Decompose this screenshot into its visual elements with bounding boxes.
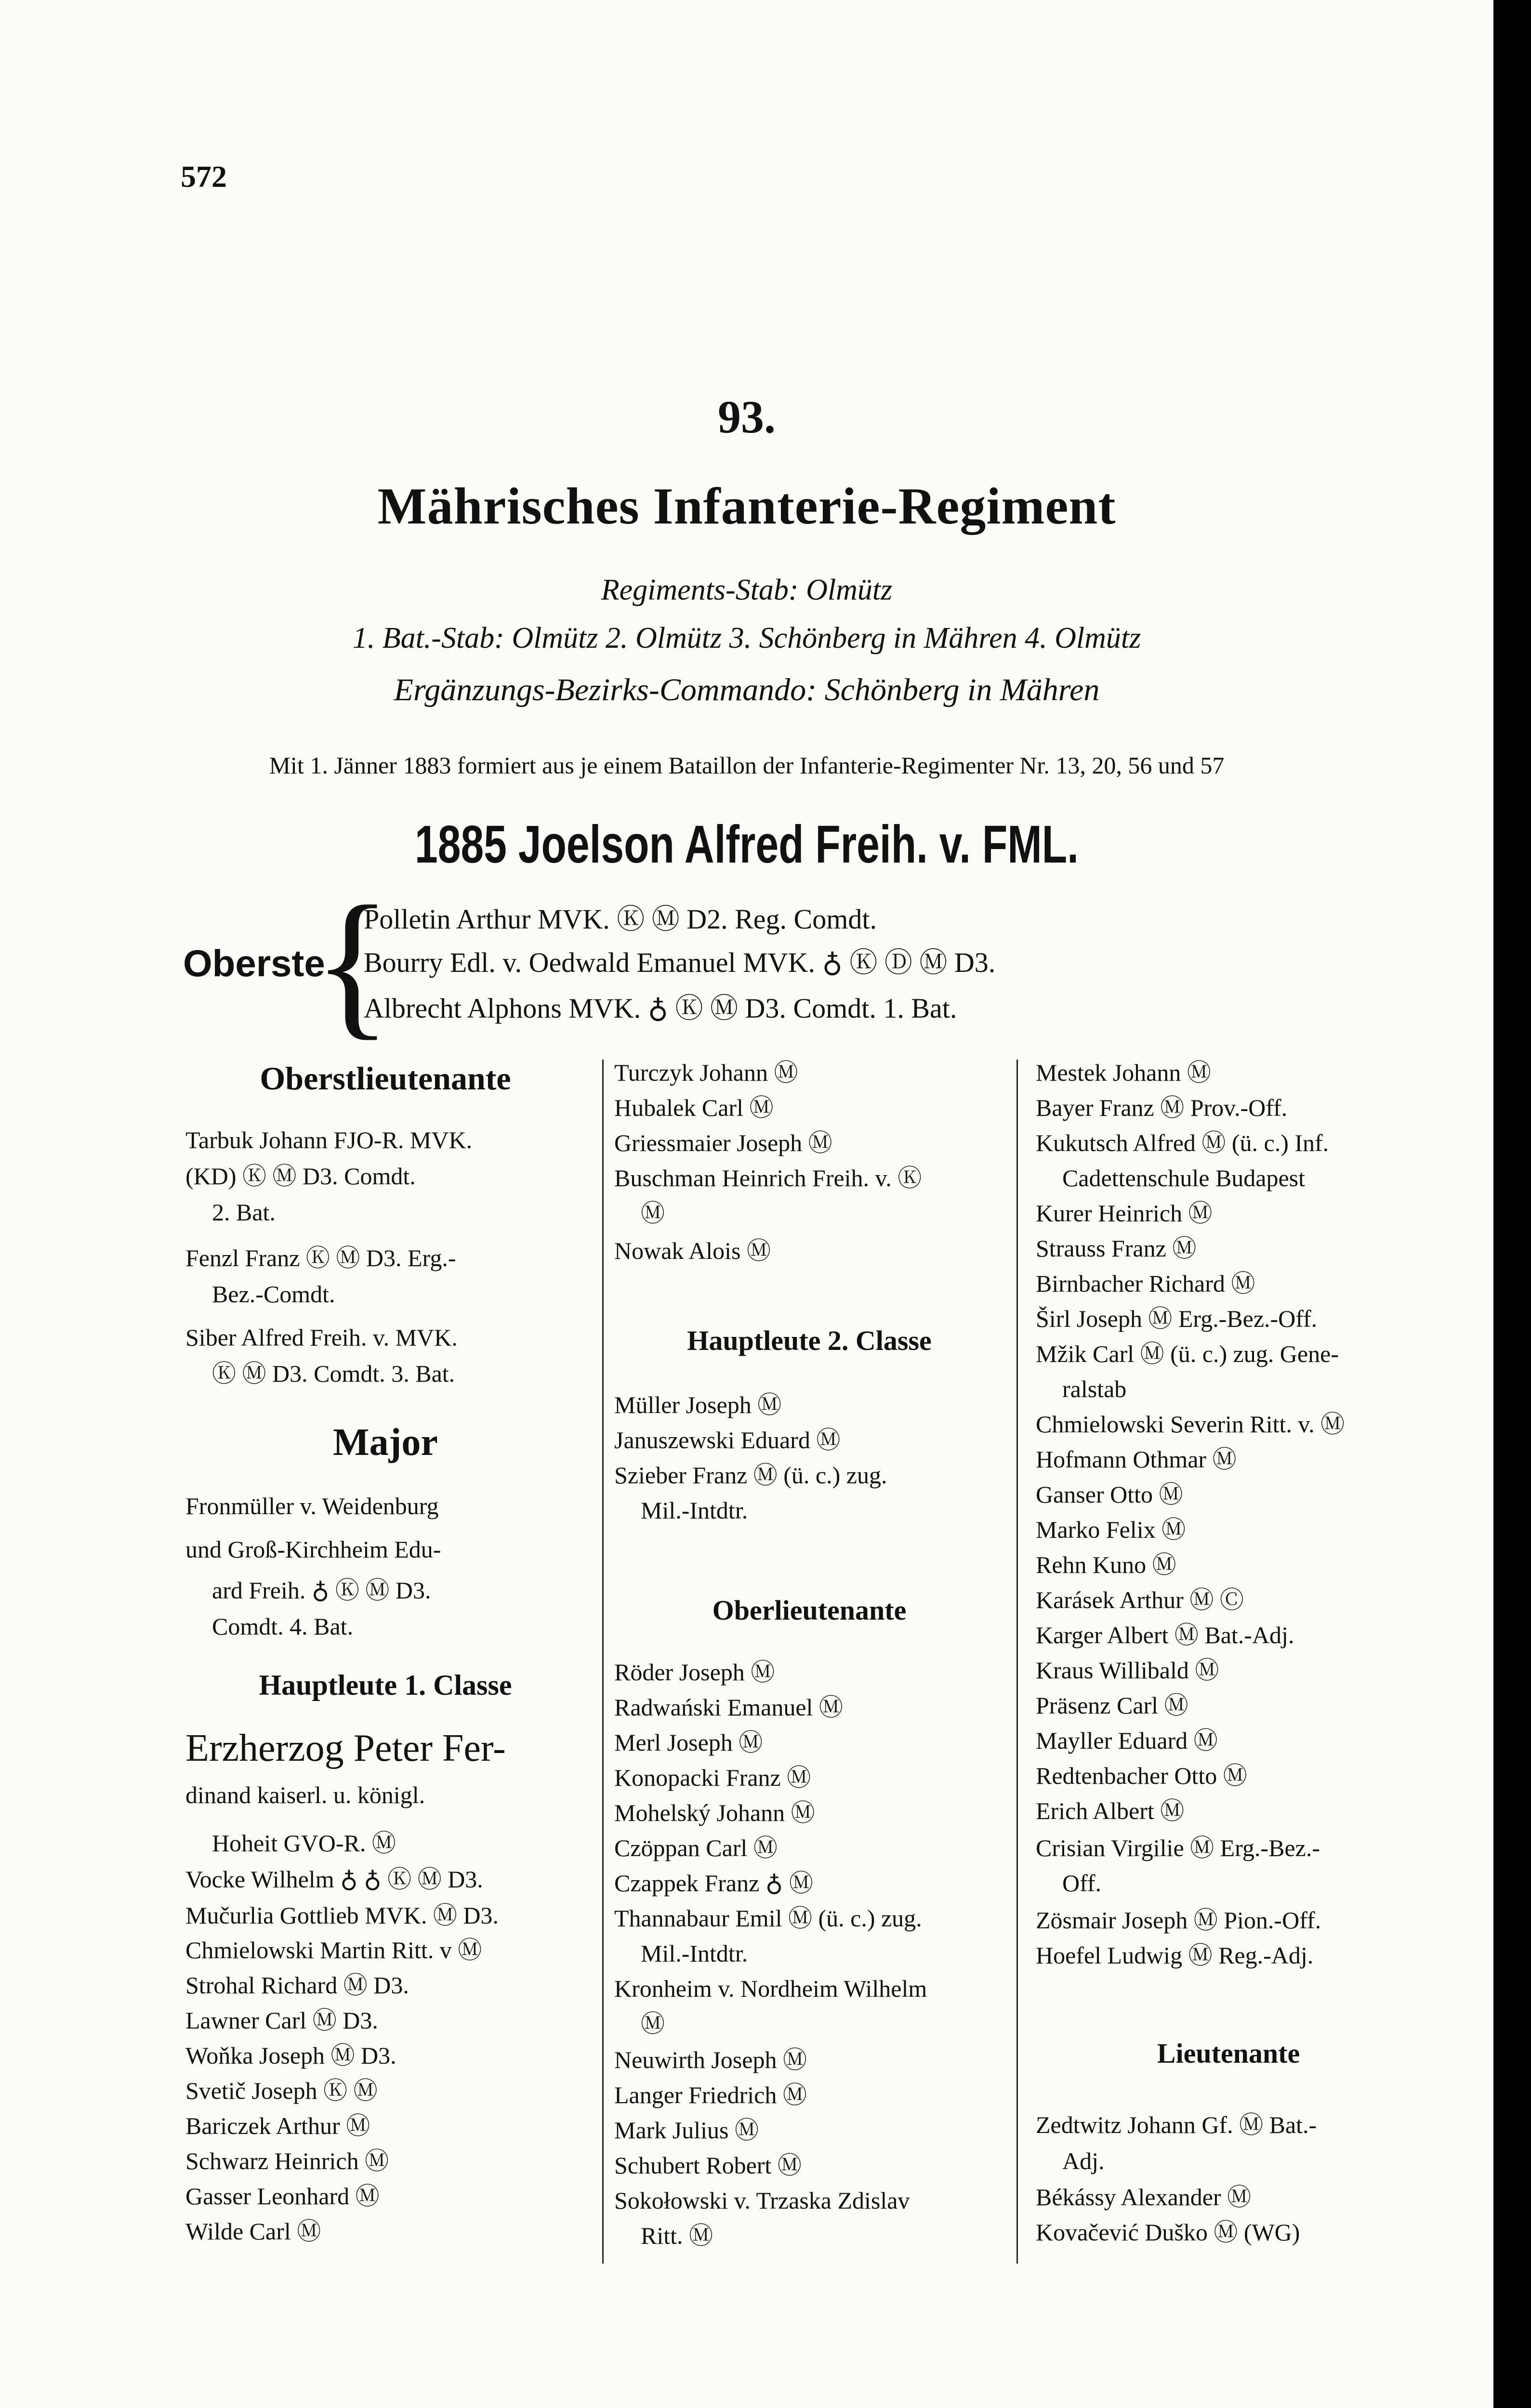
formation-note: Mit 1. Jänner 1883 formiert aus je einem Bataillon der Infanterie-Regimenter Nr. 13, 20, 56 und 57 <box>269 752 1225 779</box>
entry-line: dinand kaiserl. u. königl. <box>185 1781 425 1808</box>
entry-line: Ⓜ <box>641 2010 665 2037</box>
section-heading-oberlieutenante: Oberlieutenante <box>712 1595 907 1626</box>
oberste-line: Albrecht Alphons MVK. ♁ Ⓚ Ⓜ D3. Comdt. 1. Bat. <box>364 993 957 1024</box>
entry-line: Hoheit GVO-R. Ⓜ <box>212 1830 396 1857</box>
entry-line: Hofmann Othmar Ⓜ <box>1036 1446 1237 1473</box>
entry-line: Thannabaur Emil Ⓜ (ü. c.) zug. <box>614 1905 922 1932</box>
entry-line: Širl Joseph Ⓜ Erg.-Bez.-Off. <box>1036 1305 1318 1332</box>
oberste-label: Oberste <box>183 942 325 984</box>
brace-symbol: { <box>313 872 392 1054</box>
entry-line: Czappek Franz ♁ Ⓜ <box>614 1870 813 1897</box>
entry-line: Nowak Alois Ⓜ <box>614 1237 771 1264</box>
entry-line: Gasser Leonhard Ⓜ <box>185 2183 380 2210</box>
entry-line: 2. Bat. <box>212 1199 276 1226</box>
entry-line: Hubalek Carl Ⓜ <box>614 1094 774 1121</box>
entry-line: Fenzl Franz Ⓚ Ⓜ D3. Erg.- <box>185 1244 456 1271</box>
entry-line: Buschman Heinrich Freih. v. Ⓚ <box>614 1165 922 1191</box>
column-divider <box>1016 1060 1018 2264</box>
section-heading-hauptleute-2: Hauptleute 2. Classe <box>687 1325 932 1356</box>
battalion-stations: 1. Bat.-Stab: Olmütz 2. Olmütz 3. Schönberg in Mähren 4. Olmütz <box>352 622 1141 654</box>
entry-line: Békássy Alexander Ⓜ <box>1036 2184 1252 2211</box>
entry-line: Birnbacher Richard Ⓜ <box>1036 1270 1255 1297</box>
entry-line: ard Freih. ♁ Ⓚ Ⓜ D3. <box>212 1577 431 1604</box>
entry-line: Mučurlia Gottlieb MVK. Ⓜ D3. <box>185 1902 499 1929</box>
entry-line: Merl Joseph Ⓜ <box>614 1729 763 1756</box>
entry-line: Bariczek Arthur Ⓜ <box>185 2112 370 2139</box>
entry-line: Radwański Emanuel Ⓜ <box>614 1694 843 1721</box>
entry-line: Marko Felix Ⓜ <box>1036 1516 1186 1543</box>
entry-line: Adj. <box>1062 2147 1105 2174</box>
entry-line: Kronheim v. Nordheim Wilhelm <box>614 1975 927 2002</box>
entry-line: Turczyk Johann Ⓜ <box>614 1059 798 1086</box>
entry-line: Hoefel Ludwig Ⓜ Reg.-Adj. <box>1036 1942 1314 1969</box>
entry-line: ralstab <box>1062 1375 1127 1402</box>
entry-line: Schubert Robert Ⓜ <box>614 2152 802 2179</box>
entry-line: Erich Albert Ⓜ <box>1036 1797 1185 1824</box>
entry-line: Mark Julius Ⓜ <box>614 2117 759 2144</box>
entry-line: Langer Friedrich Ⓜ <box>614 2081 807 2108</box>
entry-line: Off. <box>1062 1870 1102 1897</box>
entry-line: Neuwirth Joseph Ⓜ <box>614 2046 807 2073</box>
entry-line: Schwarz Heinrich Ⓜ <box>185 2147 389 2174</box>
entry-line: Ⓚ Ⓜ D3. Comdt. 3. Bat. <box>212 1360 455 1387</box>
staff-station: Regiments-Stab: Olmütz <box>601 574 893 606</box>
entry-line: Strauss Franz Ⓜ <box>1036 1235 1197 1262</box>
entry-line: Müller Joseph Ⓜ <box>614 1391 782 1418</box>
entry-line: Svetič Joseph Ⓚ Ⓜ <box>185 2077 378 2104</box>
entry-line: Karásek Arthur Ⓜ Ⓒ <box>1036 1586 1244 1613</box>
entry-line: Bayer Franz Ⓜ Prov.-Off. <box>1036 1094 1288 1121</box>
entry-line: Redtenbacher Otto Ⓜ <box>1036 1762 1247 1789</box>
entry-line: Siber Alfred Freih. v. MVK. <box>185 1324 458 1351</box>
entry-line: Tarbuk Johann FJO-R. MVK. <box>185 1126 473 1153</box>
entry-line: Zedtwitz Johann Gf. Ⓜ Bat.- <box>1036 2111 1317 2138</box>
oberste-line: Bourry Edl. v. Oedwald Emanuel MVK. ♁ Ⓚ Ⓓ Ⓜ D3. <box>364 947 996 978</box>
entry-line: Mestek Johann Ⓜ <box>1036 1059 1211 1086</box>
entry-line: Rehn Kuno Ⓜ <box>1036 1551 1176 1578</box>
entry-line: Wilde Carl Ⓜ <box>185 2218 321 2245</box>
page-title: Mährisches Infanterie-Regiment <box>377 478 1116 535</box>
entry-line: Mžik Carl Ⓜ (ü. c.) zug. Gene- <box>1036 1340 1339 1367</box>
entry-line: Kurer Heinrich Ⓜ <box>1036 1200 1213 1227</box>
entry-line: Fronmüller v. Weidenburg <box>185 1492 439 1519</box>
entry-line: Vocke Wilhelm ♁ ♁ Ⓚ Ⓜ D3. <box>185 1866 483 1893</box>
entry-line: Czöppan Carl Ⓜ <box>614 1834 778 1861</box>
entry-line: Chmielowski Severin Ritt. v. Ⓜ <box>1036 1411 1345 1438</box>
entry-line: Präsenz Carl Ⓜ <box>1036 1692 1188 1719</box>
entry-line: Mayller Eduard Ⓜ <box>1036 1727 1218 1754</box>
entry-line: Kovačević Duško Ⓜ (WG) <box>1036 2219 1300 2246</box>
entry-line: Woňka Joseph Ⓜ D3. <box>185 2042 396 2069</box>
entry-line: Cadettenschule Budapest <box>1062 1165 1306 1191</box>
entry-line: Ritt. Ⓜ <box>641 2222 713 2249</box>
section-heading-major: Major <box>333 1421 438 1464</box>
entry-line: Ganser Otto Ⓜ <box>1036 1481 1183 1508</box>
recruiting-station: Ergänzungs-Bezirks-Commando: Schönberg in Mähren <box>394 672 1100 707</box>
entry-line: Zösmair Joseph Ⓜ Pion.-Off. <box>1036 1907 1321 1934</box>
entry-line: Chmielowski Martin Ritt. v Ⓜ <box>185 1937 482 1963</box>
entry-line: Griessmaier Joseph Ⓜ <box>614 1129 832 1156</box>
entry-line: Röder Joseph Ⓜ <box>614 1659 775 1686</box>
section-heading-oberstlieutenante: Oberstlieutenante <box>260 1060 511 1097</box>
entry-line: Erzherzog Peter Fer- <box>185 1727 506 1769</box>
page-number: 572 <box>181 159 227 194</box>
entry-line: und Groß-Kirchheim Edu- <box>185 1536 441 1563</box>
entry-line: Comdt. 4. Bat. <box>212 1613 354 1640</box>
entry-line: (KD) Ⓚ Ⓜ D3. Comdt. <box>185 1163 416 1190</box>
entry-line: Mil.-Intdtr. <box>641 1940 748 1967</box>
entry-line: Kraus Willibald Ⓜ <box>1036 1657 1219 1684</box>
oberste-line: Polletin Arthur MVK. Ⓚ Ⓜ D2. Reg. Comdt. <box>364 903 877 935</box>
entry-line: Bez.-Comdt. <box>212 1281 335 1308</box>
regiment-number: 93. <box>718 391 776 443</box>
entry-line: Mohelský Johann Ⓜ <box>614 1799 815 1826</box>
entry-line: Januszewski Eduard Ⓜ <box>614 1426 841 1453</box>
entry-line: Karger Albert Ⓜ Bat.-Adj. <box>1036 1622 1294 1649</box>
entry-line: Crisian Virgilie Ⓜ Erg.-Bez.- <box>1036 1834 1320 1861</box>
column-divider <box>602 1060 604 2264</box>
section-heading-hauptleute-1: Hauptleute 1. Classe <box>259 1669 512 1701</box>
regiment-owner: 1885 Joelson Alfred Freih. v. FML. <box>415 815 1079 874</box>
entry-line: Ⓜ <box>641 1200 665 1227</box>
entry-line: Szieber Franz Ⓜ (ü. c.) zug. <box>614 1462 887 1489</box>
entry-line: Kukutsch Alfred Ⓜ (ü. c.) Inf. <box>1036 1129 1329 1156</box>
entry-line: Sokołowski v. Trzaska Zdislav <box>614 2187 910 2214</box>
entry-line: Strohal Richard Ⓜ D3. <box>185 1972 409 1999</box>
entry-line: Konopacki Franz Ⓜ <box>614 1764 811 1791</box>
entry-line: Lawner Carl Ⓜ D3. <box>185 2007 378 2034</box>
entry-line: Mil.-Intdtr. <box>641 1497 748 1524</box>
section-heading-lieutenante: Lieutenante <box>1157 2038 1300 2069</box>
